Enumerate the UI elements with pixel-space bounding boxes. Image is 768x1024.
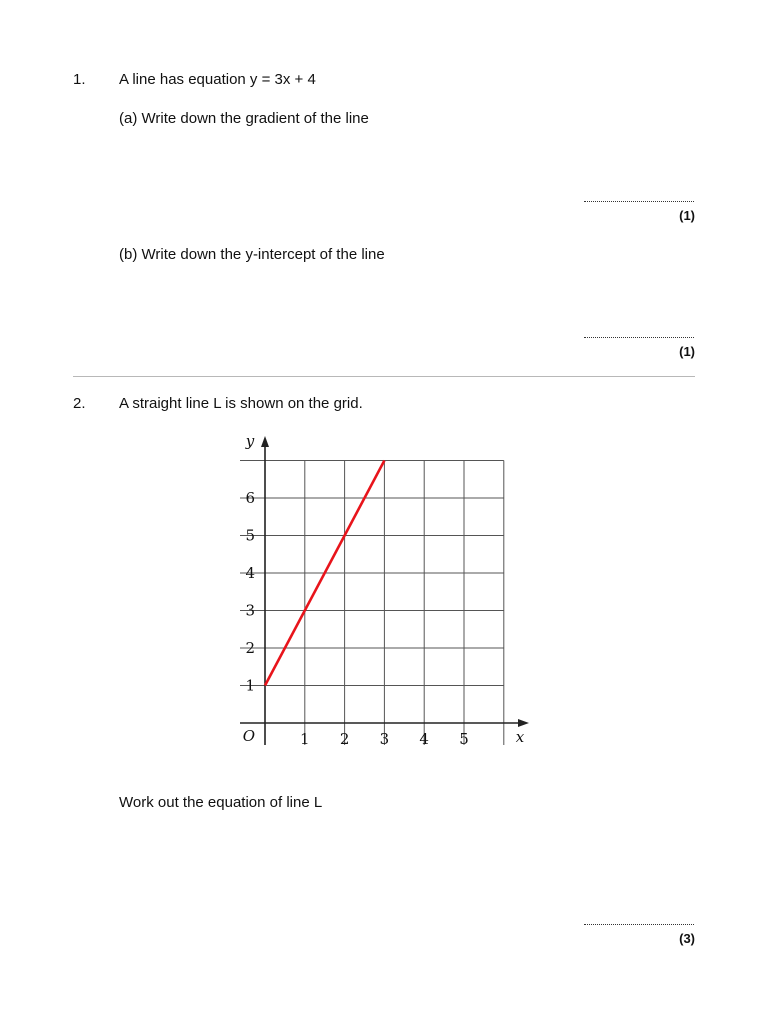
q2-stem: A straight line L is shown on the grid. <box>119 395 363 412</box>
question-divider <box>73 376 695 377</box>
x-axis-arrow <box>518 719 529 727</box>
q1-stem: A line has equation y = 3x + 4 <box>119 71 316 88</box>
y-axis-label: y <box>245 432 255 450</box>
q1a-text: (a) Write down the gradient of the line <box>119 110 369 127</box>
q2-answer-line[interactable] <box>584 924 694 925</box>
x-tick-label: 2 <box>339 730 350 748</box>
x-axis-label: x <box>515 728 525 746</box>
q2-number: 2. <box>73 395 86 412</box>
q2-prompt: Work out the equation of line L <box>119 794 323 811</box>
q1a-answer-line[interactable] <box>584 201 694 202</box>
q1b-answer-line[interactable] <box>584 337 694 338</box>
y-tick-label: 4 <box>245 564 255 582</box>
y-tick-label: 2 <box>245 639 255 657</box>
y-axis-arrow <box>261 436 269 447</box>
y-tick-label: 3 <box>245 601 255 620</box>
q1-number: 1. <box>73 71 86 88</box>
tick-labels <box>243 432 525 748</box>
y-tick-label: 6 <box>245 489 255 507</box>
q1b-marks: (1) <box>679 344 695 359</box>
coordinate-grid <box>232 428 532 750</box>
x-tick-label: 3 <box>379 730 390 748</box>
q2-marks: (3) <box>679 931 695 946</box>
x-tick-label: 5 <box>459 730 469 748</box>
grid-lines <box>240 461 504 746</box>
origin-label: O <box>242 727 255 745</box>
x-tick-label: 1 <box>300 730 310 748</box>
y-tick-label: 1 <box>245 676 255 695</box>
y-tick-label: 5 <box>245 526 255 545</box>
q1a-marks: (1) <box>679 208 695 223</box>
q1b-text: (b) Write down the y-intercept of the line <box>119 246 385 263</box>
x-tick-label: 4 <box>419 730 429 748</box>
